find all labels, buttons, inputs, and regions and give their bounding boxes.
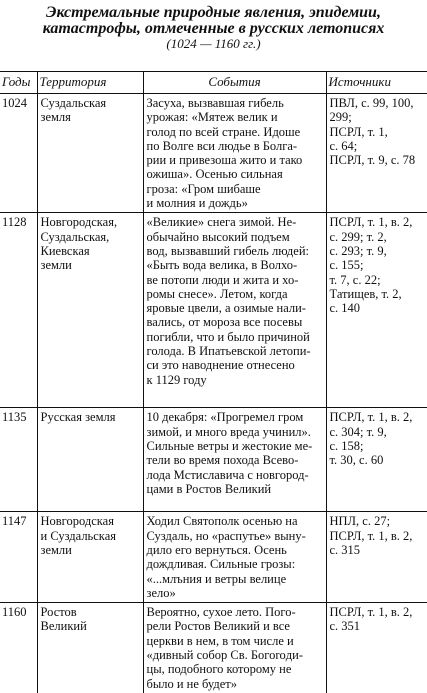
cell-events-line: церкви в нем, в том числе и — [146, 633, 294, 648]
cell-events-line: «дивный собор Св. Богоroди- — [146, 648, 303, 663]
cell-sources-line: Татищев, т. 2, — [329, 286, 402, 301]
cell-year: 1128 — [0, 213, 37, 408]
cell-events-line: тели во время похода Всево- — [146, 453, 299, 468]
cell-year: 1135 — [0, 408, 37, 512]
cell-sources-line: ПВЛ, с. 99, 100, — [329, 96, 414, 110]
cell-sources-line: с. 155; — [329, 258, 364, 273]
cell-events-line: голод по всей стране. Идоше — [146, 124, 301, 139]
cell-events-line: цы, подобного которому не — [146, 662, 292, 677]
cell-territory — [37, 94, 143, 213]
cell-territory-line: и Суздальская — [40, 528, 116, 543]
column-header-events: События — [143, 72, 326, 94]
cell-sources-line: с. 315 — [329, 542, 361, 557]
cell-territory — [37, 512, 143, 603]
cell-events-line: и молния и дождь» — [146, 196, 248, 211]
table-row — [0, 213, 427, 408]
cell-events — [143, 213, 326, 408]
chronicle-table — [0, 71, 427, 693]
cell-sources-line: с. 140 — [329, 301, 361, 316]
cell-events-line: гроза: «Гром шибаше — [146, 181, 261, 196]
column-header-years: Годы — [0, 72, 37, 94]
cell-events-line: ромы снесе». Летом, когда — [146, 286, 288, 301]
cell-sources-line: ПСРЛ, т. 1, — [329, 124, 388, 139]
cell-events-line: ожиша». Осенью сильная — [146, 167, 283, 182]
cell-sources-line: с. 293; т. 9, — [329, 243, 387, 258]
cell-year: 1024 — [0, 94, 37, 213]
cell-events-line: дождливая. Сильные грозы: — [146, 557, 296, 572]
cell-sources — [326, 408, 427, 512]
cell-sources-line: с. 64; — [329, 138, 358, 153]
cell-events-line: было и не будет» — [146, 676, 238, 691]
cell-sources-line: ПСРЛ, т. 9, с. 78 — [329, 153, 416, 168]
cell-sources-line: т. 30, с. 60 — [329, 453, 384, 468]
cell-territory-line: Новгородская — [40, 514, 114, 529]
column-header-sources: Источники — [326, 72, 427, 94]
cell-events-line: зело» — [146, 585, 176, 600]
cell-sources-line: с. 299; т. 2, — [329, 229, 387, 244]
title-years: (1024 — 1160 гг.) — [166, 36, 261, 51]
cell-events-line: по Волге вси людье в Болга- — [146, 138, 298, 153]
cell-events-line: рели Ростов Великий и все — [146, 619, 290, 634]
cell-events-line: си это наводнение отнесено — [146, 358, 295, 373]
cell-sources-line: с. 304; т. 9, — [329, 424, 387, 439]
cell-sources-line: ПСРЛ, т. 1, в. 2, — [329, 528, 413, 543]
cell-events-line: «Быть вода велика, в Волхо- — [146, 258, 298, 273]
cell-territory — [37, 213, 143, 408]
cell-year: 1160 — [2, 605, 27, 620]
cell-events — [143, 94, 326, 213]
cell-events-line: рии и привезоша жито и тако — [146, 153, 303, 168]
cell-sources-line: с. 158; — [329, 438, 364, 453]
cell-events-line: Сильные ветры и жестокие ме- — [146, 438, 313, 453]
cell-sources — [326, 512, 427, 603]
cell-events-line: лода Мстиславича с новгород- — [146, 467, 309, 482]
title-line-2: катастрофы, отмеченные в русских летописях — [42, 20, 385, 37]
cell-sources-line: ПСРЛ, т. 1, в. 2, — [329, 215, 413, 230]
document-title — [0, 5, 427, 37]
cell-events-line: Ходил Святополк осенью на — [146, 514, 298, 529]
table-row — [0, 94, 427, 213]
cell-events-line: «Великие» снега зимой. Не- — [146, 215, 297, 230]
table-row — [0, 512, 427, 603]
cell-year: 1147 — [0, 512, 37, 603]
cell-events-line: погибли, что и было причиной — [146, 329, 310, 344]
cell-sources — [326, 603, 427, 693]
cell-territory-line: земля — [40, 110, 71, 125]
cell-events-line: Суздаль, но «распутье» выну- — [146, 528, 306, 543]
document-page — [0, 4, 427, 691]
cell-sources — [326, 213, 427, 408]
cell-territory — [37, 408, 143, 512]
cell-events-line: зимой, и много вреда учинил». — [146, 424, 311, 439]
cell-territory-line: Ростов — [40, 605, 77, 620]
cell-events-line: «...млъния и ветры велице — [146, 571, 287, 586]
cell-territory-line: Суздальская, — [40, 229, 110, 244]
cell-sources-line: 299; — [329, 110, 352, 125]
cell-sources-line: ПСРЛ, т. 1, в. 2, — [329, 605, 413, 620]
cell-territory-line: Новгородская, — [40, 215, 118, 230]
table-header-row — [0, 72, 427, 94]
cell-territory-line: Суздальская — [40, 96, 107, 110]
cell-events-line: обычайно высокий подъем — [146, 229, 290, 244]
cell-territory-line: Великий — [40, 619, 87, 634]
cell-territory-line: Русская земля — [40, 410, 116, 425]
cell-events — [143, 603, 326, 693]
cell-sources-line: т. 7, с. 22; — [329, 272, 381, 287]
cell-events — [143, 408, 326, 512]
cell-events-line: ве потопи люди и жита и хо- — [146, 272, 299, 287]
column-header-territory: Территория — [37, 72, 143, 94]
cell-events-line: урожая: «Мятеж велик и — [146, 110, 278, 125]
cell-sources-line: НПЛ, с. 27; — [329, 514, 391, 529]
cell-events-line: 10 декабря: «Прогремел гром — [146, 410, 304, 425]
cell-territory-line: земли — [40, 258, 72, 273]
cell-events-line: вод, вызвавший гибель людей: — [146, 243, 310, 258]
cell-events-line: дило его вернуться. Осень — [146, 542, 287, 557]
cell-events-line: Вероятно, сухое лето. Пого- — [146, 605, 296, 620]
cell-territory-line: земли — [40, 542, 72, 557]
cell-sources-line: ПСРЛ, т. 1, в. 2, — [329, 410, 413, 425]
cell-events-line: к 1129 году — [146, 372, 207, 387]
title-line-1: Экстремальные природные явления, эпидемии, — [46, 4, 381, 21]
cell-territory — [37, 603, 143, 693]
cell-events-line: голода. В Ипатьевской летопи- — [146, 344, 311, 359]
cell-sources — [326, 94, 427, 213]
cell-events-line: яровые цвели, а озимые нали- — [146, 301, 306, 316]
cell-events — [143, 512, 326, 603]
cell-events-line: цами в Ростов Великий — [146, 481, 272, 496]
table-row — [0, 603, 427, 693]
cell-events-line: вались, от мороза все посевы — [146, 315, 303, 330]
cell-events-line: Засуха, вызвавшая гибель — [146, 96, 284, 110]
cell-territory-line: Киевская — [40, 243, 90, 258]
table-row — [0, 408, 427, 512]
cell-sources-line: с. 351 — [329, 619, 361, 634]
